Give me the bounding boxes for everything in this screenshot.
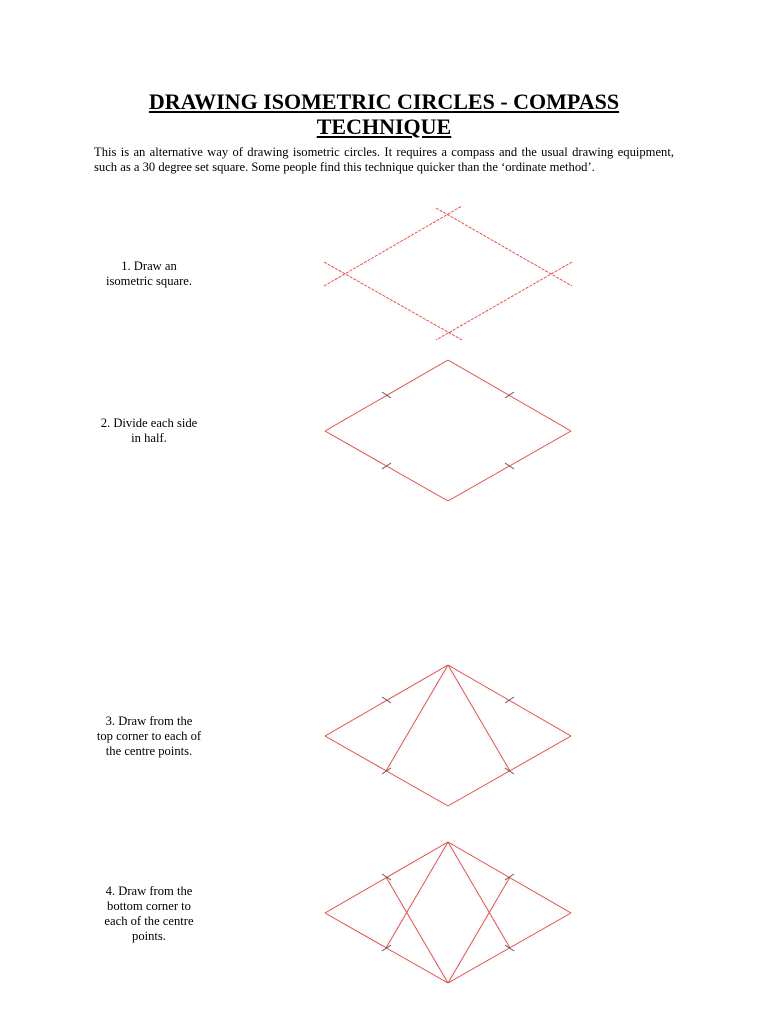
- top-corner-to-left-centre-line: [386, 842, 448, 948]
- top-corner-to-left-centre-line: [386, 665, 448, 771]
- page-title: [94, 89, 674, 139]
- top-corner-to-right-centre-line: [448, 842, 510, 948]
- step-4-line-4: points.: [132, 929, 166, 943]
- step-3-line-2: top corner to each of: [96, 729, 202, 743]
- step-4-caption: [84, 884, 214, 944]
- step-3-caption: [84, 714, 214, 759]
- step-4-bottom-corner-lines-diagram: [310, 837, 590, 987]
- step-2-divided-square-diagram: [310, 355, 590, 505]
- bottom-corner-to-right-centre-line: [448, 877, 510, 983]
- intro-paragraph: This is an alternative way of drawing isometric circles. It requires a compass and the usual drawing equipment, such as a 30 degree set square. Some people find this technique quicker than the ‘ordinate method’.: [94, 145, 674, 174]
- step-1-line-2: isometric square.: [105, 274, 193, 288]
- bottom-corner-to-left-centre-line: [386, 877, 448, 983]
- step-3-line-1: 3. Draw from the: [105, 714, 193, 728]
- step-2-caption: [84, 416, 214, 446]
- top-corner-to-right-centre-line: [448, 665, 510, 771]
- square-edge-top-right: [436, 208, 572, 286]
- step-3-top-corner-lines-diagram: [310, 660, 590, 810]
- step-4-line-1: 4. Draw from the: [105, 884, 193, 898]
- square-edge-bottom-left: [324, 262, 462, 340]
- step-1-caption: [84, 259, 214, 289]
- step-2-line-1: 2. Divide each side: [100, 416, 198, 430]
- title-line-1: DRAWING ISOMETRIC CIRCLES - COMPASS: [148, 89, 620, 114]
- title-line-2: TECHNIQUE: [316, 114, 452, 139]
- step-1-isometric-square-diagram: [310, 200, 590, 350]
- step-2-line-2: in half.: [131, 431, 167, 445]
- step-1-line-1: 1. Draw an: [121, 259, 177, 273]
- step-4-line-3: each of the centre: [104, 914, 194, 928]
- step-4-line-2: bottom corner to: [107, 899, 191, 913]
- step-3-line-3: the centre points.: [105, 744, 193, 758]
- square-edge-bottom-right: [436, 262, 572, 340]
